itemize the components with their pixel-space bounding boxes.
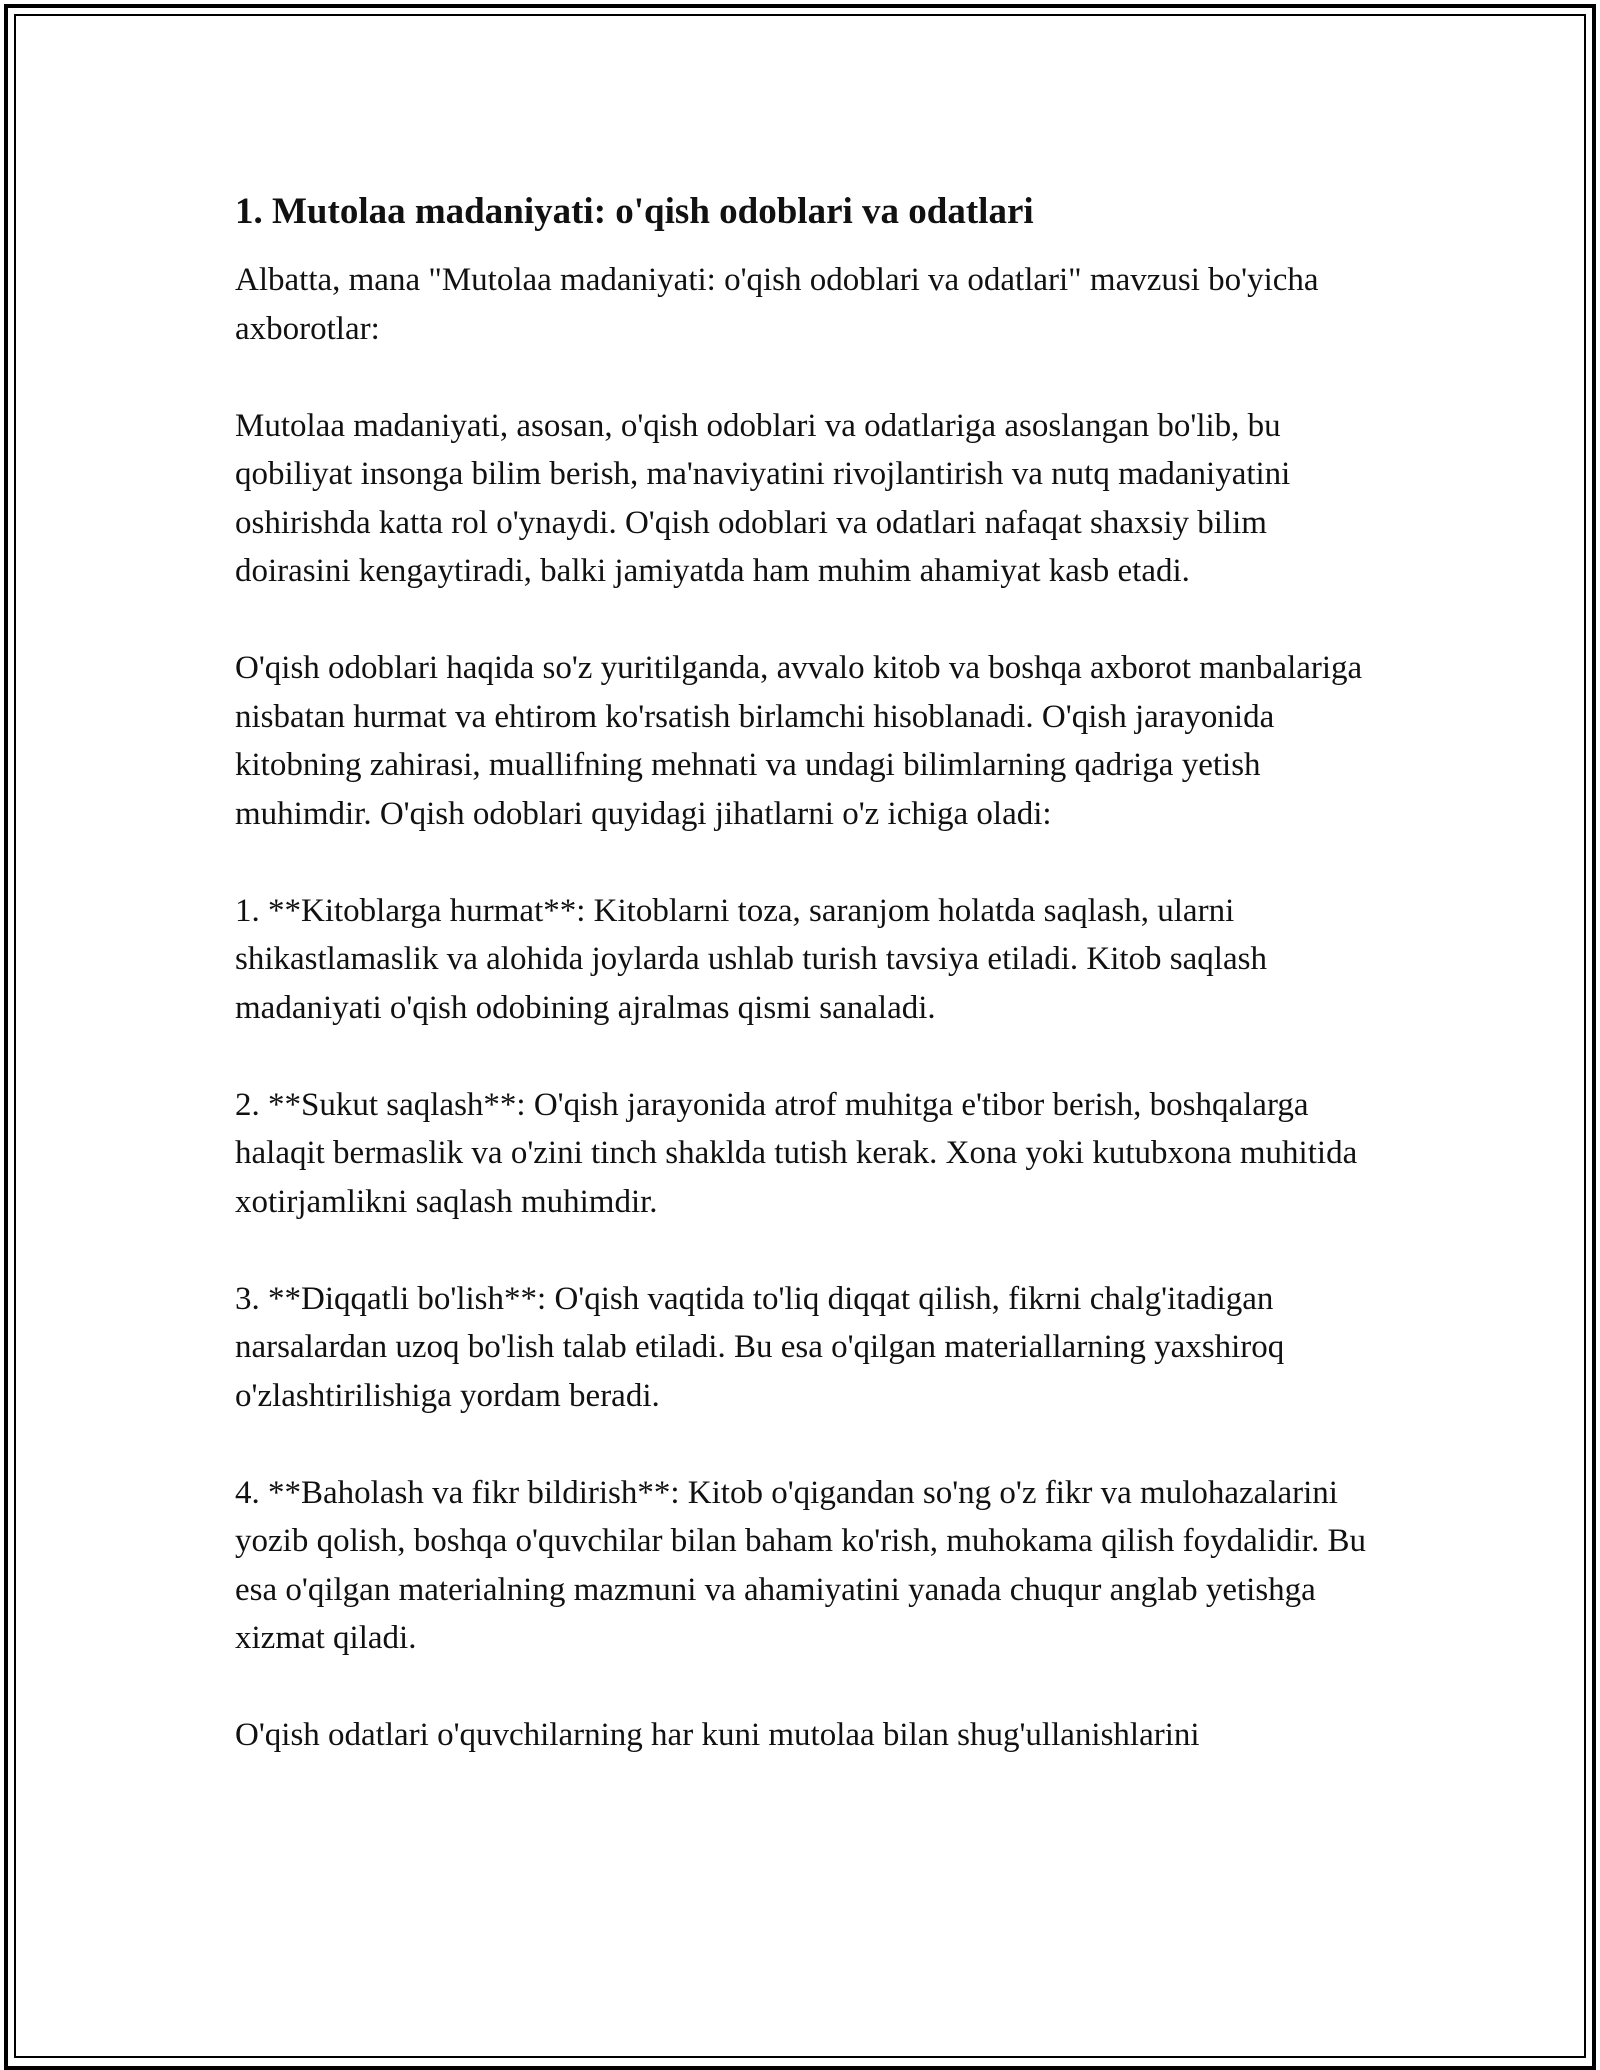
- paragraph-reading-habits: O'qish odatlari o'quvchilarning har kuni mutolaa bilan shug'ullanishlarini: [235, 1717, 1200, 1753]
- paragraph-intro: Albatta, mana "Mutolaa madaniyati: o'qish odoblari va odatlari" mavzusi bo'yicha axborotlar:: [235, 262, 1319, 347]
- document-body: [235, 188, 1375, 1808]
- paragraph-reading-culture: Mutolaa madaniyati, asosan, o'qish odoblari va odatlariga asoslangan bo'lib, bu qobiliyat insonga bilim berish, ma'naviyatini rivojlantirish va nutq madaniyatini oshirishda katta rol o'ynaydi. O'qish odoblari va odatlari nafaqat shaxsiy bilim doirasini kengaytiradi, balki jamiyatda ham muhim ahamiyat kasb etadi.: [235, 407, 1291, 589]
- paragraph-reading-etiquette: O'qish odoblari haqida so'z yuritilganda, avvalo kitob va boshqa axborot manbalariga nisbatan hurmat va ehtirom ko'rsatish birlamchi hisoblanadi. O'qish jarayonida kitobning zahirasi, muallifning mehnati va undagi bilimlarning qadriga yetish muhimdir. O'qish odoblari quyidagi jihatlarni o'z ichiga oladi:: [235, 650, 1363, 832]
- list-item-silence: 2. **Sukut saqlash**: O'qish jarayonida atrof muhitga e'tibor berish, boshqalarga halaqit bermaslik va o'zini tinch shaklda tutish kerak. Xona yoki kutubxona muhitida xotirjamlikni saqlash muhimdir.: [235, 1086, 1358, 1220]
- list-item-respect-books: 1. **Kitoblarga hurmat**: Kitoblarni toza, saranjom holatda saqlash, ularni shikastlamaslik va alohida joylarda ushlab turish tavsiya etiladi. Kitob saqlash madaniyati o'qish odobining ajralmas qismi sanaladi.: [235, 892, 1267, 1026]
- document-title: 1. Mutolaa madaniyati: o'qish odoblari va odatlari: [235, 191, 1034, 232]
- list-item-attention: 3. **Diqqatli bo'lish**: O'qish vaqtida to'liq diqqat qilish, fikrni chalg'itadigan narsalardan uzoq bo'lish talab etiladi. Bu esa o'qilgan materiallarning yaxshiroq o'zlashtirilishiga yordam beradi.: [235, 1280, 1285, 1414]
- list-item-evaluation: 4. **Baholash va fikr bildirish**: Kitob o'qigandan so'ng o'z fikr va mulohazalarini yozib qolish, boshqa o'quvchilar bilan baham ko'rish, muhokama qilish foydalidir. Bu esa o'qilgan materialning mazmuni va ahamiyatini yanada chuqur anglab yetishga xizmat qiladi.: [235, 1474, 1366, 1656]
